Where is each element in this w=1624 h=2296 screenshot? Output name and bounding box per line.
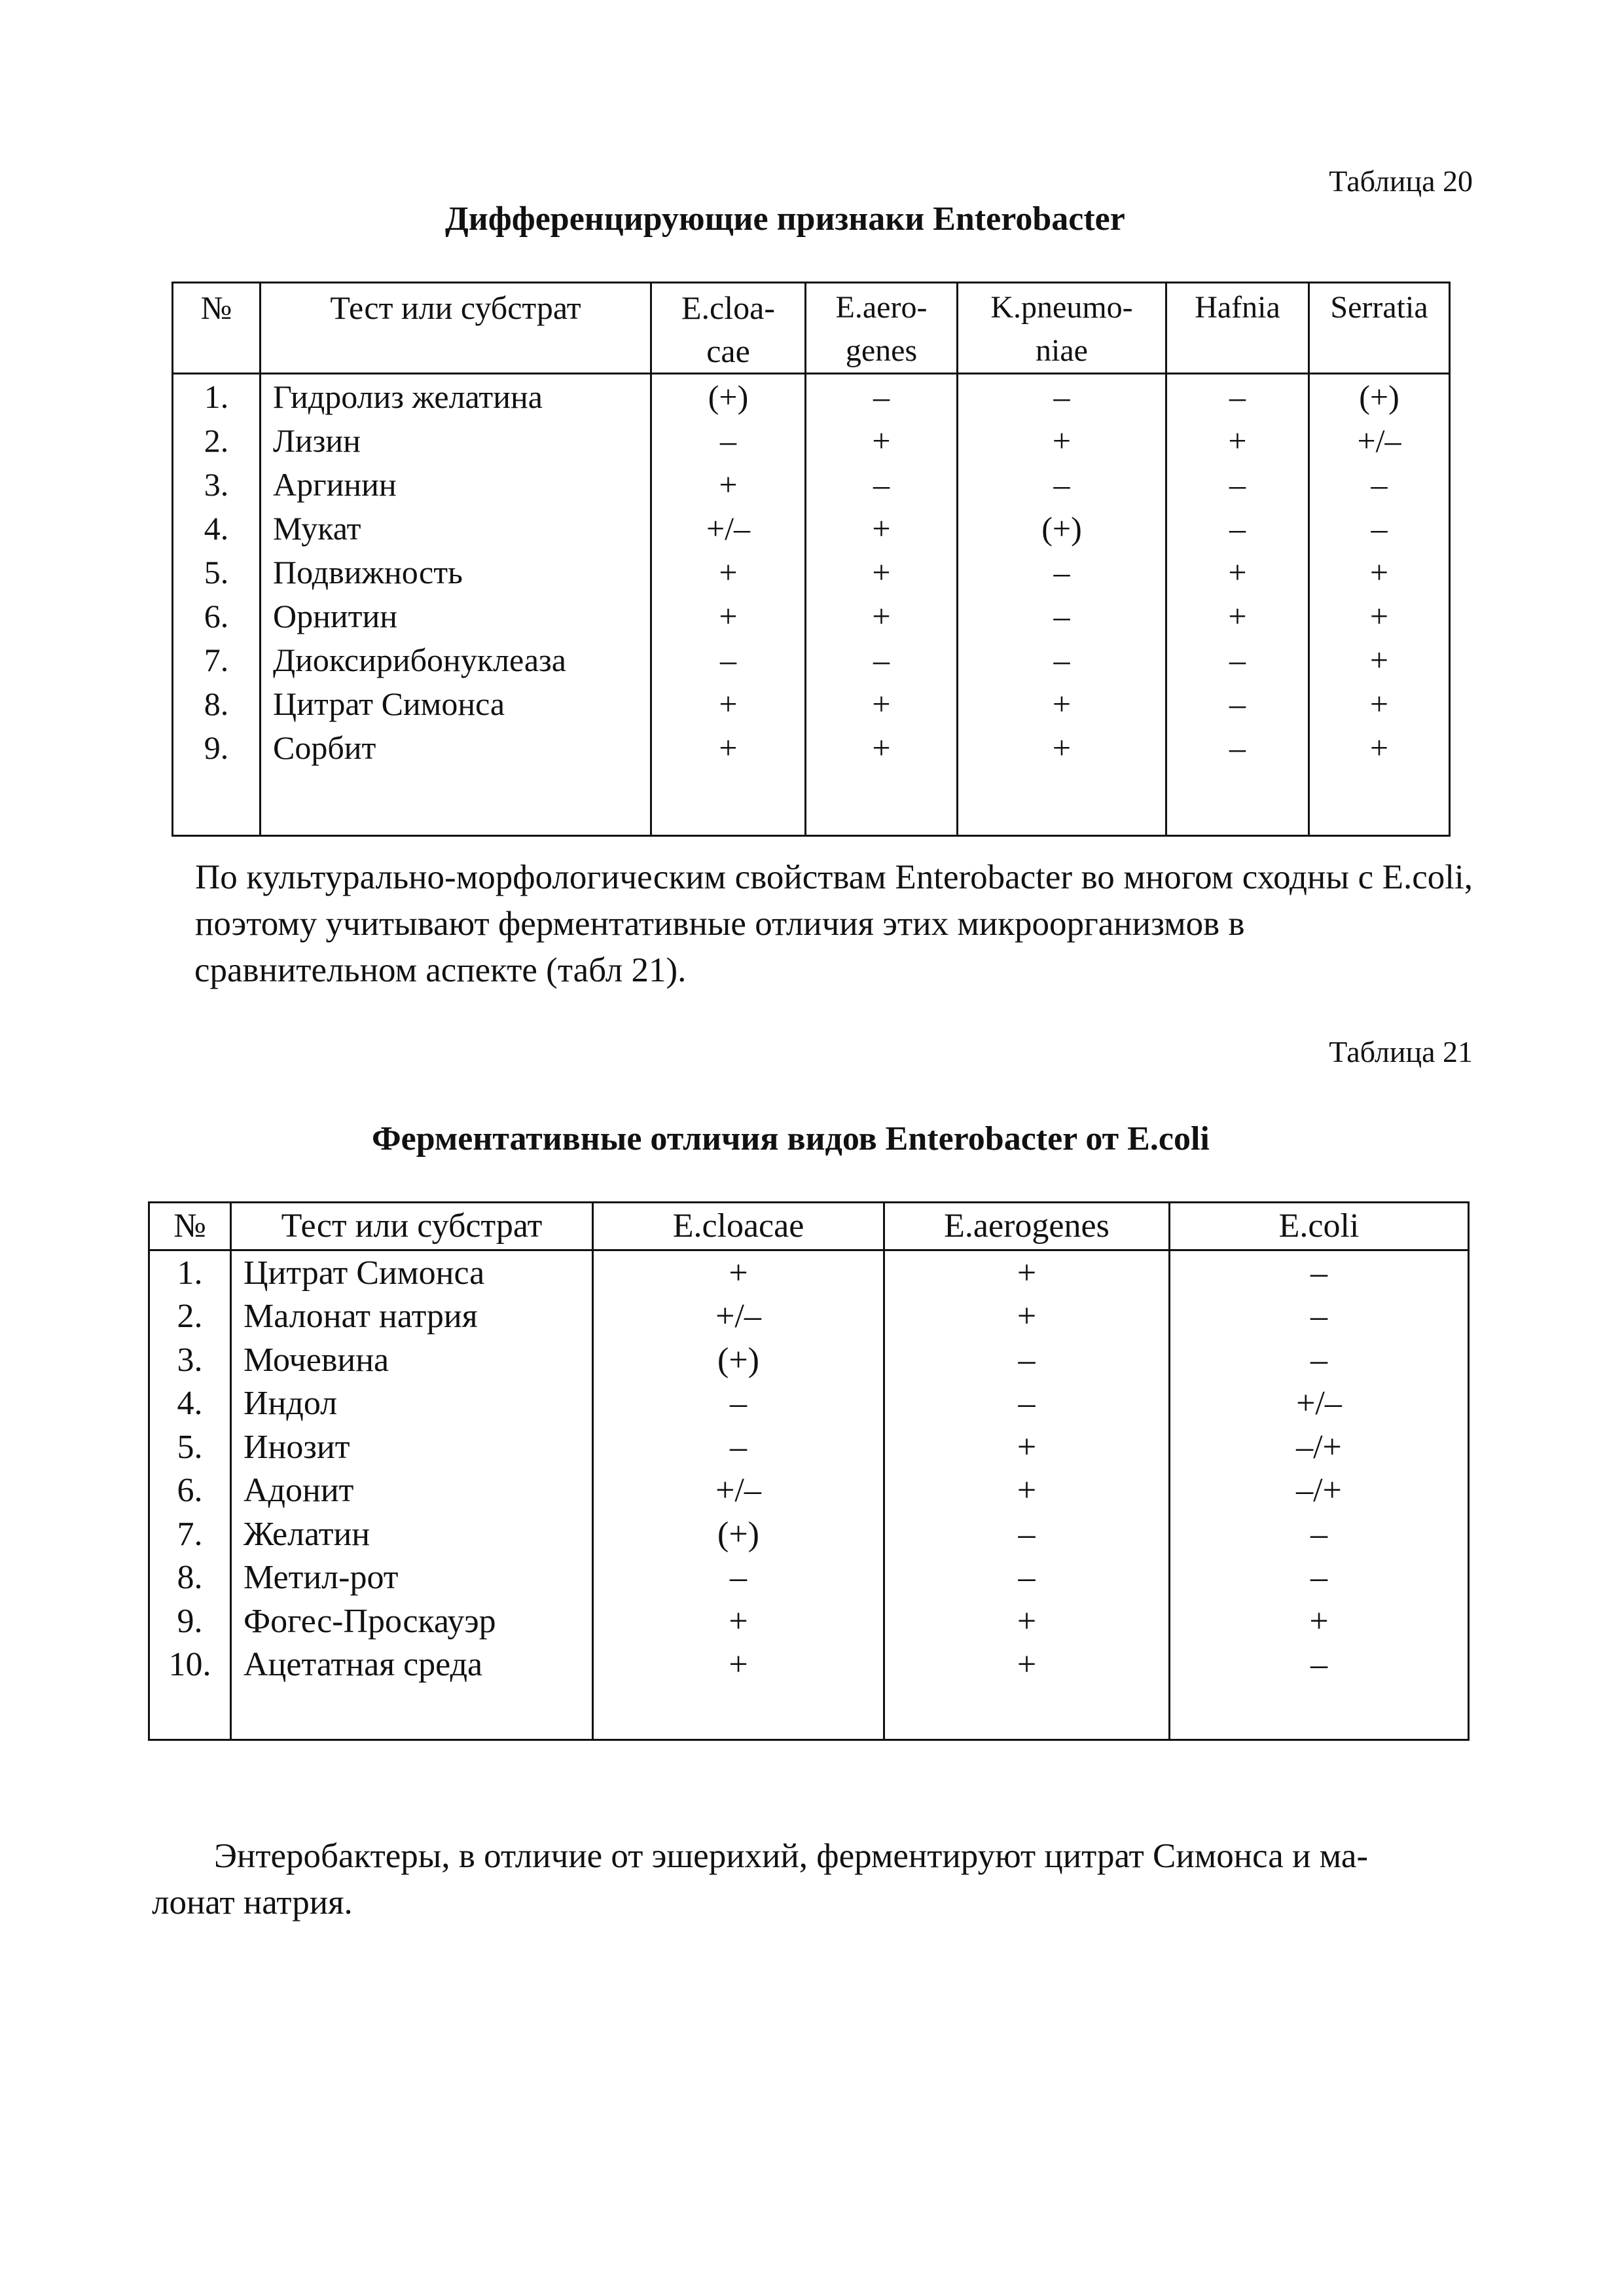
row-test-name: Цитрат Симонса [231,1250,593,1295]
cell-value: + [1309,638,1450,682]
row-number: 10. [149,1643,231,1687]
row-number: 1. [173,374,261,419]
cell-value: – [1166,374,1309,419]
table-row [149,1643,1469,1687]
row-number: 1. [149,1250,231,1295]
table21 [148,1201,1470,1741]
cell-value: – [1170,1295,1469,1339]
row-number: 5. [173,550,261,594]
table20-header-num: № [173,283,261,374]
cell-value: –/+ [1170,1425,1469,1469]
cell-value: – [884,1382,1170,1426]
cell-value: + [884,1250,1170,1295]
empty-cell [593,1686,884,1740]
table-row [173,550,1450,594]
table-row [149,1512,1469,1556]
empty-cell [1166,769,1309,836]
cell-value: (+) [651,374,806,419]
table21-header-e-cloacae: E.cloacae [593,1203,884,1250]
table-row [173,506,1450,550]
table-empty-row [173,769,1450,836]
cell-value: – [958,550,1166,594]
cell-value: + [1309,550,1450,594]
table-row [173,594,1450,638]
cell-value: – [806,462,958,506]
row-test-name: Лизин [261,418,651,462]
row-test-name: Адонит [231,1469,593,1513]
table-row [149,1425,1469,1469]
cell-value: + [1166,418,1309,462]
cell-value: – [1166,638,1309,682]
table20-header-row [173,283,1450,374]
table20-header-serratia: Serratia [1309,283,1450,374]
cell-value: (+) [1309,374,1450,419]
cell-value: + [1170,1599,1469,1643]
table21-header-row [149,1203,1469,1250]
cell-value: + [806,682,958,725]
cell-value: + [651,462,806,506]
paragraph-body: Энтеробактеры, в отличие от эшерихий, ферментируют цитрат Симонса и ма- [214,1837,1369,1875]
header-line: niae [1036,333,1088,368]
row-test-name: Орнитин [261,594,651,638]
cell-value: – [884,1338,1170,1382]
cell-value: + [1309,682,1450,725]
cell-value: (+) [593,1512,884,1556]
header-line: E.aero- [835,290,928,325]
paragraph-enterobacter-ferment [152,1833,1477,1926]
table-empty-row [149,1686,1469,1740]
table-row [149,1556,1469,1600]
row-test-name: Метил-рот [231,1556,593,1600]
empty-cell [1170,1686,1469,1740]
row-number: 2. [149,1295,231,1339]
table21-header-e-coli: E.coli [1170,1203,1469,1250]
table-row [149,1250,1469,1295]
cell-value: – [958,638,1166,682]
cell-value: – [651,638,806,682]
row-test-name: Подвижность [261,550,651,594]
table21-title: Ферментативные отличия видов Enterobacter от E.coli [372,1120,1210,1157]
table21-header-num: № [149,1203,231,1250]
cell-value: – [593,1556,884,1600]
table-row [149,1469,1469,1513]
table21-label: Таблица 21 [1329,1035,1473,1068]
cell-value: + [806,418,958,462]
cell-value: – [958,374,1166,419]
table20-header-test: Тест или субстрат [261,283,651,374]
header-line: cae [706,333,750,369]
cell-value: + [958,418,1166,462]
table-row [173,462,1450,506]
empty-cell [1309,769,1450,836]
cell-value: – [806,638,958,682]
table-row [149,1295,1469,1339]
cell-value: – [593,1425,884,1469]
row-number: 4. [173,506,261,550]
cell-value: – [1309,462,1450,506]
empty-cell [261,769,651,836]
cell-value: + [806,550,958,594]
paragraph-last-line: лонат натрия. [152,1884,353,1922]
header-line: genes [845,333,918,368]
row-test-name: Индол [231,1382,593,1426]
table20 [171,282,1451,837]
row-number: 8. [149,1556,231,1600]
row-number: 3. [149,1338,231,1382]
row-test-name: Сорбит [261,725,651,769]
cell-value: + [593,1599,884,1643]
cell-value: –/+ [1170,1469,1469,1513]
table20-title: Дифференцирующие признаки Enterobacter [445,200,1125,238]
cell-value: – [1170,1250,1469,1295]
header-line: K.pneumo- [990,290,1133,325]
table-row [173,638,1450,682]
cell-value: + [651,682,806,725]
cell-value: – [1166,682,1309,725]
table20-label: Таблица 20 [1329,164,1473,198]
row-number: 8. [173,682,261,725]
table-row [173,418,1450,462]
paragraph-body: По культурально-морфологическим свойствам Enterobacter во многом сходны с E.coli, поэтому учитывают ферментативные отличия этих микроорганизмов в [195,858,1473,943]
cell-value: +/– [1170,1382,1469,1426]
table-row [149,1382,1469,1426]
row-number: 5. [149,1425,231,1469]
cell-value: + [884,1425,1170,1469]
row-number: 2. [173,418,261,462]
row-test-name: Инозит [231,1425,593,1469]
cell-value: +/– [593,1295,884,1339]
cell-value: – [1170,1643,1469,1687]
row-number: 7. [149,1512,231,1556]
cell-value: (+) [958,506,1166,550]
cell-value: – [651,418,806,462]
cell-value: – [1166,725,1309,769]
cell-value: + [593,1250,884,1295]
table21-header-e-aerogenes: E.aerogenes [884,1203,1170,1250]
row-test-name: Малонат натрия [231,1295,593,1339]
table21-header-test: Тест или субстрат [231,1203,593,1250]
cell-value: – [958,462,1166,506]
cell-value: +/– [651,506,806,550]
cell-value: + [1166,594,1309,638]
cell-value: + [651,550,806,594]
row-number: 6. [173,594,261,638]
empty-cell [806,769,958,836]
row-test-name: Желатин [231,1512,593,1556]
table-row [173,725,1450,769]
row-test-name: Гидролиз желатина [261,374,651,419]
table-row [173,374,1450,419]
cell-value: – [1170,1338,1469,1382]
table20-header-e-aerogenes [806,283,958,374]
cell-value: + [651,725,806,769]
cell-value: +/– [593,1469,884,1513]
row-test-name: Ацетатная среда [231,1643,593,1687]
table-row [149,1338,1469,1382]
cell-value: – [1309,506,1450,550]
empty-cell [651,769,806,836]
cell-value: – [884,1556,1170,1600]
empty-cell [958,769,1166,836]
cell-value: + [884,1599,1170,1643]
table20-header-hafnia: Hafnia [1166,283,1309,374]
row-test-name: Диоксирибонуклеаза [261,638,651,682]
table20-header-e-cloacae [651,283,806,374]
row-test-name: Мукат [261,506,651,550]
cell-value: + [958,725,1166,769]
cell-value: – [884,1512,1170,1556]
cell-value: + [884,1643,1170,1687]
cell-value: – [1170,1512,1469,1556]
cell-value: + [806,725,958,769]
cell-value: – [958,594,1166,638]
empty-cell [149,1686,231,1740]
cell-value: +/– [1309,418,1450,462]
row-test-name: Цитрат Симонса [261,682,651,725]
cell-value: + [1309,594,1450,638]
cell-value: + [806,506,958,550]
row-test-name: Фогес-Проскауэр [231,1599,593,1643]
row-number: 6. [149,1469,231,1513]
cell-value: – [806,374,958,419]
cell-value: + [884,1295,1170,1339]
row-number: 9. [149,1599,231,1643]
cell-value: – [593,1382,884,1426]
paragraph-enterobacter-ecoli [195,854,1473,994]
cell-value: (+) [593,1338,884,1382]
empty-cell [884,1686,1170,1740]
header-line: E.cloa- [681,289,775,326]
cell-value: + [806,594,958,638]
cell-value: + [1166,550,1309,594]
cell-value: + [1309,725,1450,769]
cell-value: – [1166,462,1309,506]
table-row [149,1599,1469,1643]
cell-value: + [884,1469,1170,1513]
cell-value: + [651,594,806,638]
paragraph-last-line: сравнительном аспекте (табл 21). [194,951,687,989]
row-number: 7. [173,638,261,682]
row-number: 9. [173,725,261,769]
cell-value: + [593,1643,884,1687]
row-test-name: Аргинин [261,462,651,506]
cell-value: + [958,682,1166,725]
row-test-name: Мочевина [231,1338,593,1382]
row-number: 4. [149,1382,231,1426]
empty-cell [231,1686,593,1740]
table20-header-k-pneumoniae [958,283,1166,374]
table-row [173,682,1450,725]
cell-value: – [1170,1556,1469,1600]
cell-value: – [1166,506,1309,550]
row-number: 3. [173,462,261,506]
empty-cell [173,769,261,836]
